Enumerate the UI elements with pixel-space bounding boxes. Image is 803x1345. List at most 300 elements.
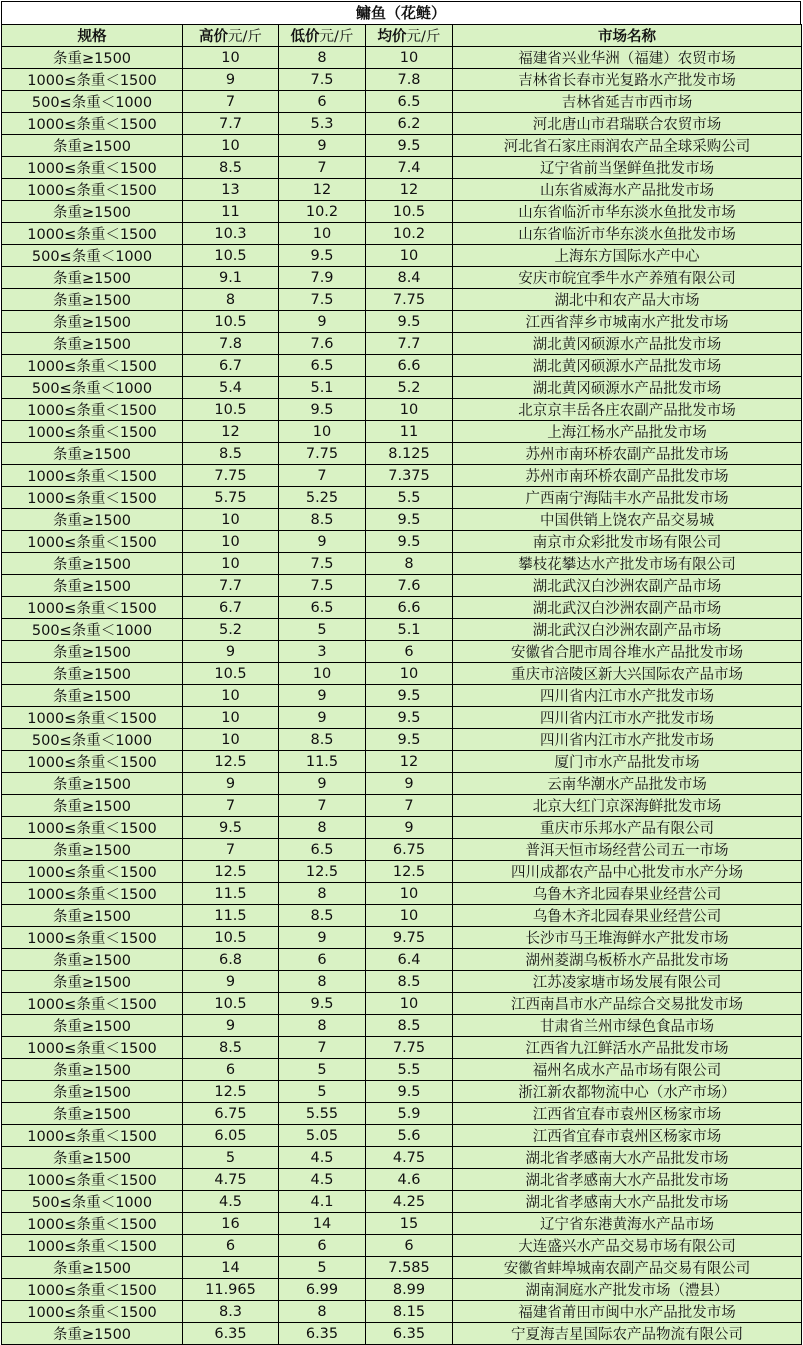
- cell-spec: 1000≤条重＜1500: [2, 179, 183, 201]
- cell-avg-price: 12: [366, 179, 453, 201]
- cell-spec: 1000≤条重＜1500: [2, 861, 183, 883]
- cell-low-price: 14: [279, 1213, 366, 1235]
- price-table: [1, 24, 802, 1345]
- cell-high-price: 8: [183, 289, 279, 311]
- cell-low-price: 9: [279, 311, 366, 333]
- cell-market: 江苏凌家塘市场发展有限公司: [453, 971, 802, 993]
- table-row: [2, 685, 802, 707]
- cell-spec: 条重≥1500: [2, 333, 183, 355]
- cell-market: 大连盛兴水产品交易市场有限公司: [453, 1235, 802, 1257]
- cell-spec: 条重≥1500: [2, 795, 183, 817]
- cell-high-price: 12: [183, 421, 279, 443]
- cell-avg-price: 10.2: [366, 223, 453, 245]
- cell-spec: 1000≤条重＜1500: [2, 993, 183, 1015]
- table-row: [2, 971, 802, 993]
- table-row: [2, 773, 802, 795]
- cell-avg-price: 7.6: [366, 575, 453, 597]
- cell-avg-price: 11: [366, 421, 453, 443]
- cell-spec: 条重≥1500: [2, 575, 183, 597]
- cell-market: 四川省内江市水产批发市场: [453, 707, 802, 729]
- cell-high-price: 12.5: [183, 861, 279, 883]
- cell-market: 湖北武汉白沙洲农副产品市场: [453, 597, 802, 619]
- cell-market: 重庆市涪陵区新大兴国际农产品市场: [453, 663, 802, 685]
- table-row: [2, 245, 802, 267]
- cell-avg-price: 9.5: [366, 729, 453, 751]
- cell-market: 湖北省孝感南大水产品批发市场: [453, 1169, 802, 1191]
- cell-low-price: 6: [279, 1235, 366, 1257]
- cell-low-price: 5: [279, 1081, 366, 1103]
- cell-market: 江西南昌市水产品综合交易批发市场: [453, 993, 802, 1015]
- cell-high-price: 7: [183, 91, 279, 113]
- cell-high-price: 11.965: [183, 1279, 279, 1301]
- cell-avg-price: 6.75: [366, 839, 453, 861]
- cell-spec: 1000≤条重＜1500: [2, 927, 183, 949]
- cell-spec: 条重≥1500: [2, 443, 183, 465]
- cell-spec: 1000≤条重＜1500: [2, 157, 183, 179]
- cell-spec: 1000≤条重＜1500: [2, 223, 183, 245]
- cell-market: 安庆市皖宜季牛水产养殖有限公司: [453, 267, 802, 289]
- table-row: [2, 333, 802, 355]
- cell-low-price: 8: [279, 1015, 366, 1037]
- cell-low-price: 7.9: [279, 267, 366, 289]
- cell-high-price: 12.5: [183, 751, 279, 773]
- table-row: [2, 817, 802, 839]
- cell-avg-price: 5.2: [366, 377, 453, 399]
- cell-high-price: 10.5: [183, 245, 279, 267]
- cell-low-price: 9: [279, 135, 366, 157]
- table-row: [2, 1103, 802, 1125]
- cell-spec: 条重≥1500: [2, 201, 183, 223]
- table-row: [2, 355, 802, 377]
- cell-high-price: 10.5: [183, 993, 279, 1015]
- cell-avg-price: 7.585: [366, 1257, 453, 1279]
- cell-high-price: 9: [183, 69, 279, 91]
- cell-low-price: 8: [279, 47, 366, 69]
- cell-market: 山东省临沂市华东淡水鱼批发市场: [453, 223, 802, 245]
- cell-low-price: 7.5: [279, 289, 366, 311]
- table-row: [2, 883, 802, 905]
- cell-avg-price: 7.7: [366, 333, 453, 355]
- table-row: [2, 531, 802, 553]
- cell-market: 四川省内江市水产批发市场: [453, 685, 802, 707]
- cell-low-price: 7: [279, 465, 366, 487]
- cell-spec: 500≤条重＜1000: [2, 729, 183, 751]
- cell-high-price: 8.5: [183, 1037, 279, 1059]
- cell-avg-price: 8: [366, 553, 453, 575]
- table-row: [2, 201, 802, 223]
- cell-low-price: 12: [279, 179, 366, 201]
- cell-high-price: 8.3: [183, 1301, 279, 1323]
- cell-low-price: 5: [279, 619, 366, 641]
- cell-market: 长沙市马王堆海鲜水产批发市场: [453, 927, 802, 949]
- cell-high-price: 6: [183, 1235, 279, 1257]
- table-row: [2, 421, 802, 443]
- cell-market: 攀枝花攀达水产批发市场有限公司: [453, 553, 802, 575]
- header-high-price: 高价元/斤: [183, 25, 279, 47]
- cell-avg-price: 8.5: [366, 971, 453, 993]
- cell-low-price: 8.5: [279, 509, 366, 531]
- table-row: [2, 993, 802, 1015]
- cell-low-price: 12.5: [279, 861, 366, 883]
- cell-spec: 1000≤条重＜1500: [2, 597, 183, 619]
- cell-avg-price: 8.5: [366, 1015, 453, 1037]
- cell-avg-price: 10.5: [366, 201, 453, 223]
- cell-high-price: 9: [183, 641, 279, 663]
- table-row: [2, 1191, 802, 1213]
- price-sheet: [1, 1, 801, 1345]
- cell-low-price: 8.5: [279, 905, 366, 927]
- table-row: [2, 553, 802, 575]
- cell-avg-price: 7: [366, 795, 453, 817]
- cell-high-price: 10.5: [183, 399, 279, 421]
- table-row: [2, 1169, 802, 1191]
- cell-low-price: 9: [279, 531, 366, 553]
- cell-avg-price: 10: [366, 663, 453, 685]
- table-row: [2, 1235, 802, 1257]
- cell-avg-price: 10: [366, 245, 453, 267]
- cell-market: 江西省萍乡市城南水产批发市场: [453, 311, 802, 333]
- cell-avg-price: 9.5: [366, 531, 453, 553]
- cell-high-price: 10: [183, 729, 279, 751]
- cell-low-price: 9: [279, 685, 366, 707]
- cell-high-price: 10: [183, 553, 279, 575]
- cell-high-price: 6: [183, 1059, 279, 1081]
- cell-spec: 条重≥1500: [2, 1103, 183, 1125]
- cell-low-price: 9: [279, 773, 366, 795]
- cell-market: 南京市众彩批发市场有限公司: [453, 531, 802, 553]
- table-row: [2, 575, 802, 597]
- cell-market: 中国供销上饶农产品交易城: [453, 509, 802, 531]
- cell-avg-price: 5.1: [366, 619, 453, 641]
- cell-high-price: 9: [183, 773, 279, 795]
- cell-market: 湖北省孝感南大水产品批发市场: [453, 1191, 802, 1213]
- table-row: [2, 861, 802, 883]
- cell-high-price: 11: [183, 201, 279, 223]
- cell-avg-price: 5.6: [366, 1125, 453, 1147]
- table-row: [2, 839, 802, 861]
- cell-avg-price: 10: [366, 883, 453, 905]
- cell-spec: 1000≤条重＜1500: [2, 1125, 183, 1147]
- cell-spec: 500≤条重＜1000: [2, 377, 183, 399]
- cell-spec: 条重≥1500: [2, 289, 183, 311]
- cell-spec: 条重≥1500: [2, 971, 183, 993]
- cell-market: 四川成都农产品中心批发市水产分场: [453, 861, 802, 883]
- cell-market: 北京大红门京深海鲜批发市场: [453, 795, 802, 817]
- cell-avg-price: 10: [366, 399, 453, 421]
- cell-market: 吉林省延吉市西市场: [453, 91, 802, 113]
- cell-spec: 1000≤条重＜1500: [2, 1169, 183, 1191]
- cell-market: 湖北黄冈硕源水产品批发市场: [453, 377, 802, 399]
- table-body: [2, 47, 802, 1345]
- table-row: [2, 91, 802, 113]
- table-row: [2, 113, 802, 135]
- cell-spec: 1000≤条重＜1500: [2, 531, 183, 553]
- table-row: [2, 69, 802, 91]
- cell-low-price: 6: [279, 949, 366, 971]
- cell-avg-price: 4.25: [366, 1191, 453, 1213]
- cell-low-price: 5.1: [279, 377, 366, 399]
- table-row: [2, 311, 802, 333]
- cell-spec: 500≤条重＜1000: [2, 619, 183, 641]
- cell-spec: 条重≥1500: [2, 1323, 183, 1345]
- cell-high-price: 16: [183, 1213, 279, 1235]
- cell-spec: 条重≥1500: [2, 905, 183, 927]
- table-row: [2, 135, 802, 157]
- cell-high-price: 6.75: [183, 1103, 279, 1125]
- cell-avg-price: 7.75: [366, 289, 453, 311]
- cell-market: 湖北黄冈硕源水产品批发市场: [453, 333, 802, 355]
- cell-high-price: 14: [183, 1257, 279, 1279]
- cell-low-price: 7.5: [279, 553, 366, 575]
- table-row: [2, 619, 802, 641]
- cell-avg-price: 6: [366, 641, 453, 663]
- cell-market: 上海东方国际水产中心: [453, 245, 802, 267]
- cell-spec: 1000≤条重＜1500: [2, 1301, 183, 1323]
- cell-spec: 条重≥1500: [2, 1257, 183, 1279]
- cell-market: 宁夏海吉星国际农产品物流有限公司: [453, 1323, 802, 1345]
- cell-market: 辽宁省东港黄海水产品市场: [453, 1213, 802, 1235]
- cell-low-price: 8: [279, 1301, 366, 1323]
- cell-low-price: 8: [279, 883, 366, 905]
- cell-spec: 1000≤条重＜1500: [2, 1213, 183, 1235]
- cell-avg-price: 9.5: [366, 311, 453, 333]
- cell-avg-price: 6: [366, 1235, 453, 1257]
- cell-avg-price: 7.8: [366, 69, 453, 91]
- cell-avg-price: 4.75: [366, 1147, 453, 1169]
- cell-high-price: 10: [183, 685, 279, 707]
- cell-avg-price: 6.6: [366, 597, 453, 619]
- cell-low-price: 5: [279, 1257, 366, 1279]
- cell-high-price: 5: [183, 1147, 279, 1169]
- cell-market: 湖州菱湖乌板桥水产品批发市场: [453, 949, 802, 971]
- cell-spec: 500≤条重＜1000: [2, 1191, 183, 1213]
- cell-spec: 条重≥1500: [2, 135, 183, 157]
- cell-market: 山东省威海水产品批发市场: [453, 179, 802, 201]
- cell-high-price: 6.05: [183, 1125, 279, 1147]
- table-row: [2, 1323, 802, 1345]
- cell-low-price: 9: [279, 927, 366, 949]
- cell-market: 湖北省孝感南大水产品批发市场: [453, 1147, 802, 1169]
- table-row: [2, 905, 802, 927]
- cell-high-price: 8.5: [183, 443, 279, 465]
- cell-high-price: 11.5: [183, 883, 279, 905]
- cell-spec: 1000≤条重＜1500: [2, 883, 183, 905]
- table-row: [2, 267, 802, 289]
- table-row: [2, 1301, 802, 1323]
- cell-market: 四川省内江市水产批发市场: [453, 729, 802, 751]
- cell-avg-price: 9.5: [366, 707, 453, 729]
- cell-avg-price: 10: [366, 47, 453, 69]
- table-row: [2, 1147, 802, 1169]
- cell-low-price: 10: [279, 663, 366, 685]
- header-unit: 元/斤: [228, 29, 262, 45]
- cell-high-price: 12.5: [183, 1081, 279, 1103]
- table-row: [2, 729, 802, 751]
- table-row: [2, 443, 802, 465]
- header-low-price: 低价元/斤: [279, 25, 366, 47]
- cell-spec: 1000≤条重＜1500: [2, 817, 183, 839]
- cell-high-price: 7: [183, 795, 279, 817]
- cell-spec: 条重≥1500: [2, 509, 183, 531]
- cell-avg-price: 7.4: [366, 157, 453, 179]
- cell-avg-price: 12: [366, 751, 453, 773]
- table-row: [2, 663, 802, 685]
- cell-avg-price: 5.5: [366, 487, 453, 509]
- cell-high-price: 10.5: [183, 927, 279, 949]
- cell-low-price: 10: [279, 421, 366, 443]
- cell-market: 云南华潮水产品批发市场: [453, 773, 802, 795]
- cell-low-price: 6.5: [279, 597, 366, 619]
- cell-low-price: 9.5: [279, 993, 366, 1015]
- cell-spec: 条重≥1500: [2, 553, 183, 575]
- cell-avg-price: 5.9: [366, 1103, 453, 1125]
- cell-low-price: 7: [279, 157, 366, 179]
- cell-market: 吉林省长春市光复路水产批发市场: [453, 69, 802, 91]
- table-row: [2, 509, 802, 531]
- table-row: [2, 377, 802, 399]
- cell-low-price: 8: [279, 971, 366, 993]
- cell-low-price: 3: [279, 641, 366, 663]
- cell-avg-price: 8.4: [366, 267, 453, 289]
- cell-market: 乌鲁木齐北园春果业经营公司: [453, 883, 802, 905]
- cell-avg-price: 9.5: [366, 685, 453, 707]
- cell-high-price: 4.75: [183, 1169, 279, 1191]
- cell-high-price: 4.5: [183, 1191, 279, 1213]
- cell-spec: 1000≤条重＜1500: [2, 1279, 183, 1301]
- cell-avg-price: 9: [366, 773, 453, 795]
- header-row: [2, 25, 802, 47]
- cell-low-price: 9: [279, 707, 366, 729]
- cell-high-price: 10: [183, 707, 279, 729]
- cell-spec: 1000≤条重＜1500: [2, 465, 183, 487]
- cell-low-price: 11.5: [279, 751, 366, 773]
- cell-low-price: 5.05: [279, 1125, 366, 1147]
- table-row: [2, 641, 802, 663]
- table-row: [2, 399, 802, 421]
- cell-spec: 条重≥1500: [2, 641, 183, 663]
- header-unit: 元/斤: [319, 29, 354, 45]
- cell-high-price: 6.7: [183, 597, 279, 619]
- cell-high-price: 9: [183, 1015, 279, 1037]
- cell-low-price: 7.6: [279, 333, 366, 355]
- cell-market: 河北唐山市君瑞联合农贸市场: [453, 113, 802, 135]
- cell-avg-price: 7.75: [366, 1037, 453, 1059]
- cell-market: 湖北中和农产品大市场: [453, 289, 802, 311]
- cell-low-price: 7.5: [279, 69, 366, 91]
- cell-spec: 条重≥1500: [2, 47, 183, 69]
- cell-high-price: 10.3: [183, 223, 279, 245]
- cell-spec: 500≤条重＜1000: [2, 91, 183, 113]
- cell-spec: 1000≤条重＜1500: [2, 1235, 183, 1257]
- cell-low-price: 10.2: [279, 201, 366, 223]
- cell-low-price: 6.5: [279, 355, 366, 377]
- table-row: [2, 1037, 802, 1059]
- table-row: [2, 157, 802, 179]
- cell-market: 福州名成水产品市场有限公司: [453, 1059, 802, 1081]
- table-row: [2, 707, 802, 729]
- cell-spec: 1000≤条重＜1500: [2, 113, 183, 135]
- cell-avg-price: 6.6: [366, 355, 453, 377]
- cell-market: 湖北武汉白沙洲农副产品市场: [453, 575, 802, 597]
- cell-low-price: 8: [279, 817, 366, 839]
- cell-high-price: 13: [183, 179, 279, 201]
- cell-low-price: 6: [279, 91, 366, 113]
- cell-market: 江西省宜春市袁州区杨家市场: [453, 1125, 802, 1147]
- sheet-title: 鳙鱼（花鲢）: [1, 1, 801, 24]
- cell-market: 湖南洞庭水产批发市场（澧县）: [453, 1279, 802, 1301]
- cell-spec: 1000≤条重＜1500: [2, 1037, 183, 1059]
- cell-low-price: 9.5: [279, 399, 366, 421]
- cell-avg-price: 10: [366, 993, 453, 1015]
- cell-avg-price: 5.5: [366, 1059, 453, 1081]
- cell-high-price: 5.2: [183, 619, 279, 641]
- cell-high-price: 6.35: [183, 1323, 279, 1345]
- cell-spec: 条重≥1500: [2, 1147, 183, 1169]
- cell-spec: 1000≤条重＜1500: [2, 487, 183, 509]
- cell-avg-price: 8.99: [366, 1279, 453, 1301]
- cell-low-price: 8.5: [279, 729, 366, 751]
- cell-market: 重庆市乐邦水产品有限公司: [453, 817, 802, 839]
- cell-avg-price: 8.125: [366, 443, 453, 465]
- cell-market: 湖北武汉白沙洲农副产品市场: [453, 619, 802, 641]
- cell-high-price: 9.1: [183, 267, 279, 289]
- cell-high-price: 5.75: [183, 487, 279, 509]
- table-row: [2, 795, 802, 817]
- cell-low-price: 5.55: [279, 1103, 366, 1125]
- cell-high-price: 10.5: [183, 311, 279, 333]
- table-row: [2, 179, 802, 201]
- cell-avg-price: 8.15: [366, 1301, 453, 1323]
- cell-market: 甘肃省兰州市绿色食品市场: [453, 1015, 802, 1037]
- cell-high-price: 7.7: [183, 575, 279, 597]
- cell-low-price: 6.5: [279, 839, 366, 861]
- table-row: [2, 1257, 802, 1279]
- cell-high-price: 6.8: [183, 949, 279, 971]
- table-row: [2, 1015, 802, 1037]
- cell-market: 安徽省合肥市周谷堆水产品批发市场: [453, 641, 802, 663]
- cell-high-price: 7.75: [183, 465, 279, 487]
- cell-low-price: 4.5: [279, 1147, 366, 1169]
- cell-spec: 条重≥1500: [2, 685, 183, 707]
- cell-avg-price: 9.5: [366, 135, 453, 157]
- cell-low-price: 5.25: [279, 487, 366, 509]
- cell-high-price: 5.4: [183, 377, 279, 399]
- cell-market: 苏州市南环桥农副产品批发市场: [453, 443, 802, 465]
- cell-avg-price: 6.5: [366, 91, 453, 113]
- cell-high-price: 11.5: [183, 905, 279, 927]
- cell-market: 江西省宜春市袁州区杨家市场: [453, 1103, 802, 1125]
- cell-spec: 条重≥1500: [2, 311, 183, 333]
- cell-avg-price: 9.5: [366, 1081, 453, 1103]
- cell-spec: 条重≥1500: [2, 1081, 183, 1103]
- cell-market: 辽宁省前当堡鲜鱼批发市场: [453, 157, 802, 179]
- cell-market: 福建省兴业华洲（福建）农贸市场: [453, 47, 802, 69]
- cell-avg-price: 6.35: [366, 1323, 453, 1345]
- cell-avg-price: 9: [366, 817, 453, 839]
- table-row: [2, 223, 802, 245]
- cell-low-price: 4.5: [279, 1169, 366, 1191]
- cell-market: 苏州市南环桥农副产品批发市场: [453, 465, 802, 487]
- cell-low-price: 7.75: [279, 443, 366, 465]
- cell-spec: 条重≥1500: [2, 949, 183, 971]
- header-market: 市场名称: [453, 25, 802, 47]
- cell-market: 福建省莆田市闽中水产品批发市场: [453, 1301, 802, 1323]
- cell-high-price: 10: [183, 47, 279, 69]
- table-row: [2, 289, 802, 311]
- cell-low-price: 7: [279, 795, 366, 817]
- cell-avg-price: 9.5: [366, 509, 453, 531]
- cell-high-price: 9: [183, 971, 279, 993]
